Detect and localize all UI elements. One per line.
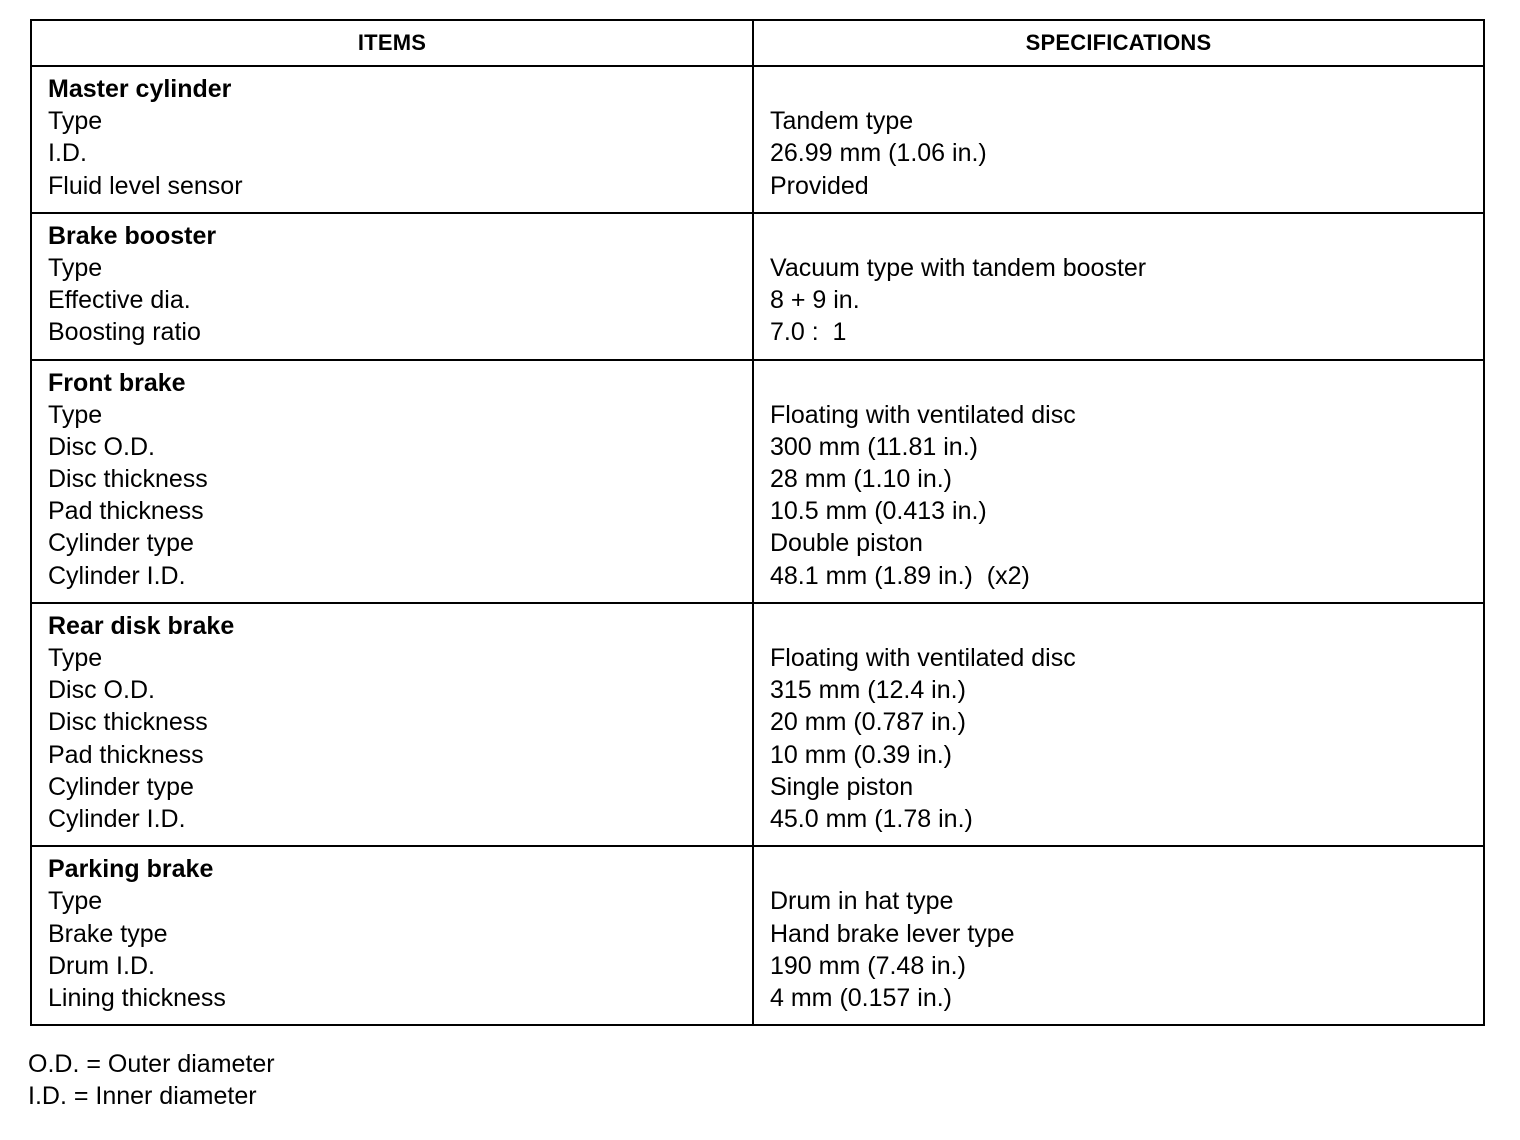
- item-label: I.D.: [48, 139, 87, 168]
- item-label: Cylinder I.D.: [48, 561, 186, 590]
- table-row: [31, 846, 1484, 1025]
- item-label: Type: [48, 887, 103, 916]
- spec-value: Drum in hat type: [770, 887, 954, 916]
- item-label: Cylinder I.D.: [48, 804, 186, 833]
- item-label: Cylinder type: [48, 772, 194, 801]
- specifications-cell: [753, 360, 1484, 603]
- item-label: Disc thickness: [48, 708, 208, 737]
- item-label: Pad thickness: [48, 497, 204, 526]
- spec-value: 20 mm (0.787 in.): [770, 708, 966, 737]
- spec-value: Floating with ventilated disc: [770, 644, 1076, 672]
- item-label: Drum I.D.: [48, 951, 155, 980]
- spec-value: 190 mm (7.48 in.): [770, 951, 966, 980]
- item-label: Type: [48, 253, 103, 282]
- item-label: Lining thickness: [48, 983, 226, 1012]
- items-cell: [31, 213, 753, 360]
- spec-value: Floating with ventilated disc: [770, 400, 1076, 429]
- group-title: Parking brake: [48, 855, 214, 884]
- item-label: Boosting ratio: [48, 318, 201, 347]
- spec-value: Tandem type: [770, 107, 914, 136]
- footnote-id: I.D. = Inner diameter: [28, 1082, 257, 1110]
- item-label: Disc thickness: [48, 465, 208, 494]
- item-label: Fluid level sensor: [48, 171, 243, 200]
- header-specifications: SPECIFICATIONS: [753, 20, 1484, 66]
- specifications-cell: [753, 846, 1484, 1025]
- spec-spacer: [770, 610, 1483, 642]
- item-label: Cylinder type: [48, 529, 194, 558]
- spec-value: Vacuum type with tandem booster: [770, 253, 1147, 282]
- item-label: Pad thickness: [48, 740, 204, 769]
- items-cell: [31, 360, 753, 603]
- footnotes: [28, 1048, 275, 1112]
- spec-value: 300 mm (11.81 in.): [770, 432, 978, 461]
- item-label: Type: [48, 107, 103, 136]
- specifications-cell: [753, 603, 1484, 846]
- spec-value: 315 mm (12.4 in.): [770, 676, 966, 705]
- group-title: Front brake: [48, 368, 186, 397]
- header-items: ITEMS: [31, 20, 753, 66]
- spec-value: 26.99 mm (1.06 in.): [770, 139, 987, 168]
- spec-value: 10 mm (0.39 in.): [770, 740, 953, 769]
- table-row: [31, 213, 1484, 360]
- group-title: Master cylinder: [48, 75, 232, 103]
- spec-value: 28 mm (1.10 in.): [770, 465, 953, 494]
- spec-table: [30, 19, 1485, 1026]
- table-header-row: [31, 20, 1484, 66]
- items-cell: [31, 846, 753, 1025]
- item-label: Disc O.D.: [48, 432, 155, 461]
- table-body: [31, 66, 1484, 1025]
- spec-spacer: [770, 853, 1483, 885]
- item-label: Type: [48, 400, 103, 429]
- item-label: Brake type: [48, 919, 168, 948]
- specifications-cell: [753, 213, 1484, 360]
- spec-value: 4 mm (0.157 in.): [770, 983, 953, 1012]
- spec-value: Hand brake lever type: [770, 919, 1015, 948]
- group-title: Rear disk brake: [48, 611, 235, 640]
- spec-value: Double piston: [770, 529, 923, 558]
- table-row: [31, 603, 1484, 846]
- items-cell: [31, 66, 753, 213]
- spec-value: Single piston: [770, 772, 914, 801]
- specifications-cell: [753, 66, 1484, 213]
- item-label: Disc O.D.: [48, 676, 155, 705]
- spec-value: 48.1 mm (1.89 in.) (x2): [770, 561, 1030, 590]
- spec-value: 8 + 9 in.: [770, 286, 860, 315]
- group-title: Brake booster: [48, 221, 217, 250]
- spec-value: 7.0 : 1: [770, 318, 847, 347]
- spec-value: 45.0 mm (1.78 in.): [770, 804, 973, 833]
- spec-spacer: [770, 367, 1483, 399]
- footnote-od: O.D. = Outer diameter: [28, 1050, 275, 1078]
- item-label: Effective dia.: [48, 286, 191, 315]
- items-cell: [31, 603, 753, 846]
- table-row: [31, 360, 1484, 603]
- spec-value: 10.5 mm (0.413 in.): [770, 497, 987, 526]
- item-label: Type: [48, 644, 103, 672]
- spec-spacer: [770, 220, 1483, 252]
- spec-spacer: [770, 73, 1483, 105]
- table-row: [31, 66, 1484, 213]
- spec-value: Provided: [770, 171, 869, 200]
